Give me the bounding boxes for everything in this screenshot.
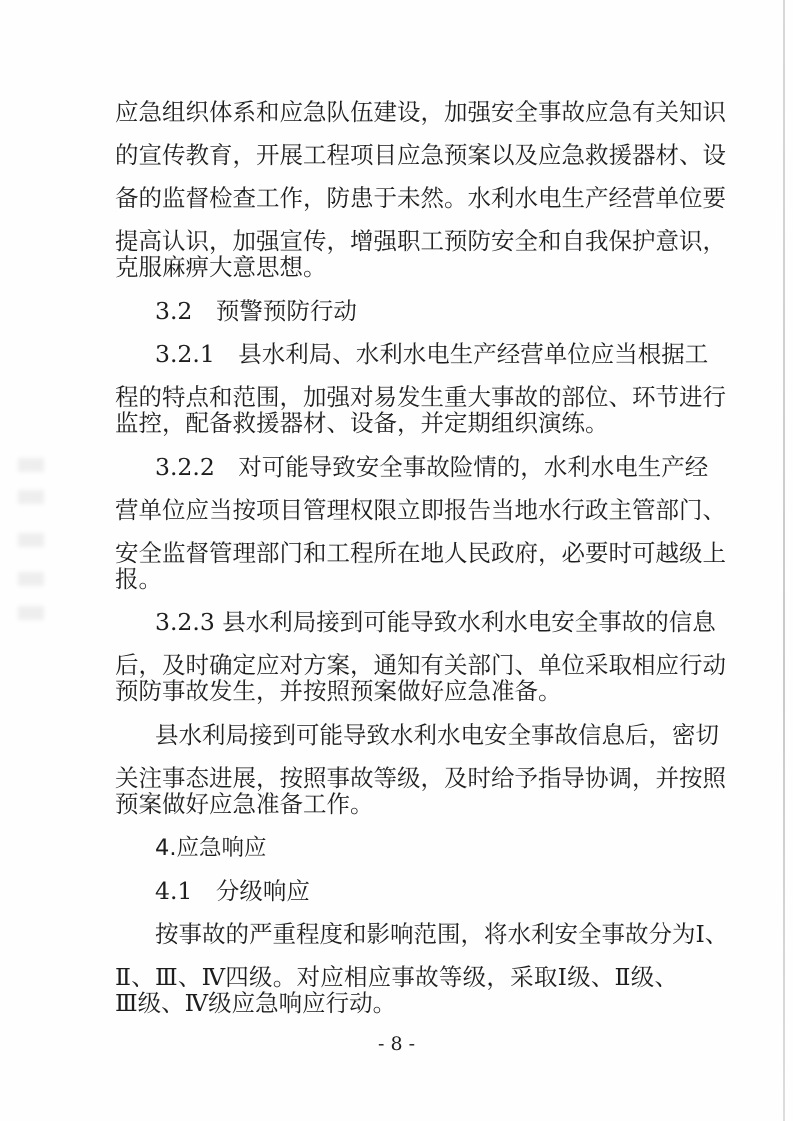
text-line: 程的特点和范围，加强对易发生重大事故的部位、环节进行 — [115, 383, 726, 411]
text-line: Ⅱ、Ⅲ、Ⅳ四级。对应相应事故等级，采取Ⅰ级、Ⅱ级、 — [115, 963, 678, 991]
text-line: 按事故的严重程度和影响范围，将水利安全事故分为Ⅰ、 — [155, 920, 729, 948]
text-line: 3.2.1 县水利局、水利水电生产经营单位应当根据工 — [155, 340, 709, 368]
section-heading: 3.2 预警预防行动 — [155, 297, 357, 325]
text-line: 预防事故发生，并按照预案做好应急准备。 — [115, 677, 562, 705]
text-line: 关注事态进展，按照事故等级，及时给予指导协调，并按照 — [115, 764, 726, 792]
text-line: 预案做好应急准备工作。 — [115, 790, 374, 818]
text-line: 提高认识，加强宣传，增强职工预防安全和自我保护意识， — [115, 227, 726, 255]
bleed-through-mark — [18, 490, 44, 504]
section-heading: 4.1 分级响应 — [155, 877, 310, 905]
bleed-through-mark — [18, 533, 44, 547]
text-line: 应急组织体系和应急队伍建设，加强安全事故应急有关知识 — [115, 98, 726, 126]
text-line: 后，及时确定应对方案，通知有关部门、单位采取相应行动 — [115, 651, 726, 679]
text-line: 克服麻痹大意思想。 — [115, 253, 327, 281]
text-line: 安全监督管理部门和工程所在地人民政府，必要时可越级上 — [115, 539, 726, 567]
bleed-through-mark — [18, 458, 44, 472]
page-edge-shadow — [783, 0, 785, 1121]
text-line: 的宣传教育，开展工程项目应急预案以及应急救援器材、设 — [115, 141, 726, 169]
text-line: 监控，配备救援器材、设备，并定期组织演练。 — [115, 409, 609, 437]
text-line: 报。 — [115, 565, 162, 593]
text-line: 营单位应当按项目管理权限立即报告当地水行政主管部门、 — [115, 496, 726, 524]
page-number: - 8 - — [377, 1033, 415, 1055]
bleed-through-mark — [18, 572, 44, 586]
bleed-through-mark — [18, 606, 44, 620]
chapter-heading: 4.应急响应 — [155, 835, 267, 861]
text-line: 3.2.2 对可能导致安全事故险情的，水利水电生产经 — [155, 453, 709, 481]
text-line: 县水利局接到可能导致水利水电安全事故信息后，密切 — [155, 721, 719, 749]
text-line: 备的监督检查工作，防患于未然。水利水电生产经营单位要 — [115, 184, 726, 212]
text-line: 3.2.3 县水利局接到可能导致水利水电安全事故的信息 — [155, 608, 716, 636]
text-line: Ⅲ级、Ⅳ级应急响应行动。 — [115, 989, 397, 1017]
